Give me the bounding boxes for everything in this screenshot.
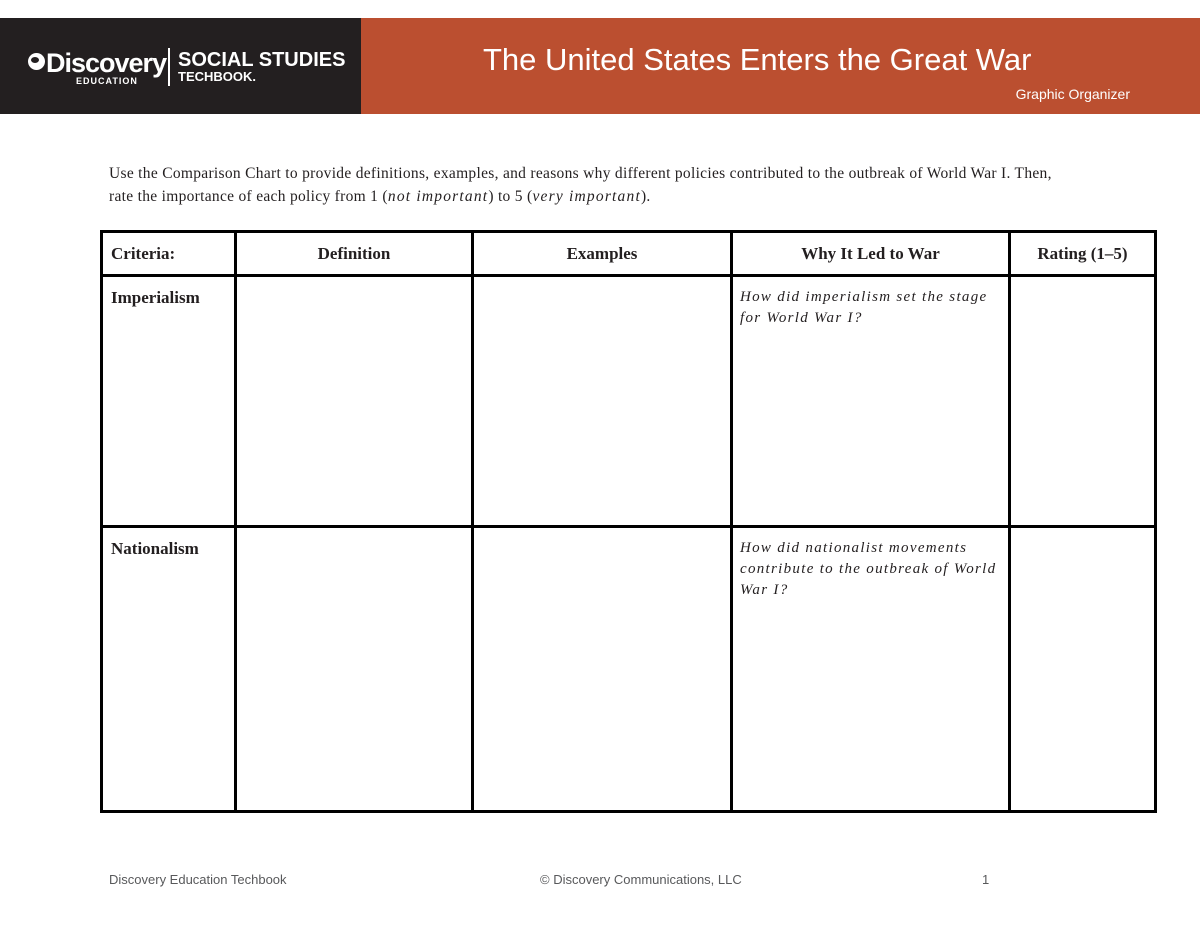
header-why-it-led-to-war: Why It Led to War xyxy=(733,233,1011,277)
logo-divider xyxy=(168,48,170,86)
product-line-2: TECHBOOK. xyxy=(178,69,256,84)
table-row xyxy=(103,277,1154,528)
logo-education-text: EDUCATION xyxy=(76,76,138,86)
page-title: The United States Enters the Great War xyxy=(483,42,1032,77)
header-criteria: Criteria: xyxy=(103,233,237,277)
table-row xyxy=(103,528,1154,810)
definition-cell[interactable] xyxy=(237,528,474,810)
header-rating: Rating (1–5) xyxy=(1011,233,1154,277)
page-subtitle: Graphic Organizer xyxy=(1015,86,1130,102)
definition-cell[interactable] xyxy=(237,277,474,528)
globe-icon xyxy=(28,53,45,70)
instructions-text-3: ). xyxy=(640,188,651,205)
header-definition: Definition xyxy=(237,233,474,277)
logo-brand-text: Discovery xyxy=(46,48,167,78)
footer-left: Discovery Education Techbook xyxy=(109,872,287,887)
header-row xyxy=(103,233,1154,277)
footer-copyright: © Discovery Communications, LLC xyxy=(540,872,742,887)
instructions-not-important: not important xyxy=(387,188,489,205)
rating-cell[interactable] xyxy=(1011,277,1154,528)
discovery-logo xyxy=(28,50,166,77)
examples-cell[interactable] xyxy=(474,277,733,528)
instructions-very-important: very important xyxy=(532,188,641,205)
comparison-chart xyxy=(100,230,1157,813)
rating-cell[interactable] xyxy=(1011,528,1154,810)
examples-cell[interactable] xyxy=(474,528,733,810)
instructions xyxy=(109,162,1069,208)
header-examples: Examples xyxy=(474,233,733,277)
why-it-led-to-war-cell[interactable]: How did imperialism set the stage for World War I? xyxy=(733,277,1011,528)
instructions-text-1: Use the Comparison Chart to provide definitions, examples, and reasons why different policies contributed to the outbreak of World War I. Then, rate the importance of each policy from 1 ( xyxy=(109,165,1052,205)
criteria-imperialism: Imperialism xyxy=(103,277,237,528)
criteria-nationalism: Nationalism xyxy=(103,528,237,810)
page-number: 1 xyxy=(982,872,990,887)
product-line-1: SOCIAL STUDIES xyxy=(178,49,346,71)
why-it-led-to-war-cell[interactable]: How did nationalist movements contribute to the outbreak of World War I? xyxy=(733,528,1011,810)
instructions-text-2: ) to 5 ( xyxy=(488,188,533,205)
